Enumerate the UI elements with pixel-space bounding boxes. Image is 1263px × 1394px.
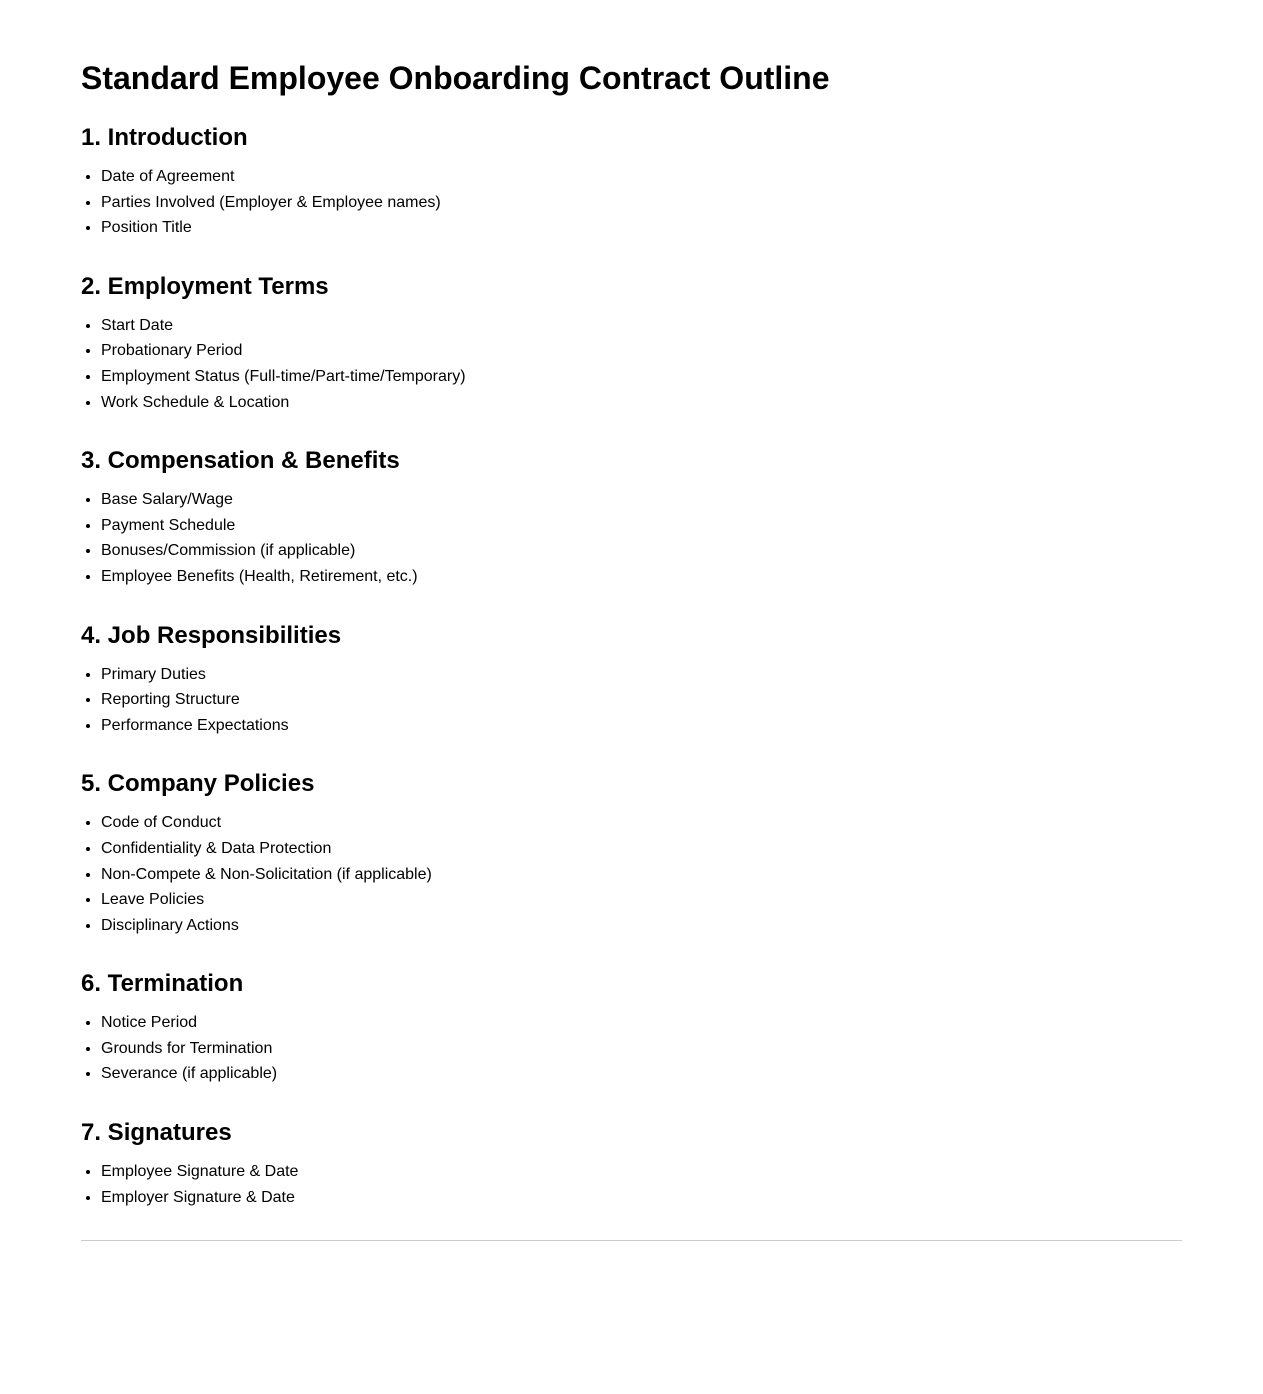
section-signatures: [81, 1117, 1182, 1210]
section-introduction: [81, 122, 1182, 241]
list-item: • Disciplinary Actions: [101, 913, 1182, 939]
list-item: • Leave Policies: [101, 887, 1182, 913]
list-item: • Date of Agreement: [101, 164, 1182, 190]
list-item: • Performance Expectations: [101, 713, 1182, 739]
list-item: • Employment Status (Full-time/Part-time/Temporary): [101, 364, 1182, 390]
bullet-list: [81, 164, 1182, 241]
list-item: • Base Salary/Wage: [101, 487, 1182, 513]
section-heading: 3. Compensation & Benefits: [81, 447, 400, 475]
list-item: • Confidentiality & Data Protection: [101, 836, 1182, 862]
section-company-policies: [81, 768, 1182, 938]
bullet-list: [81, 313, 1182, 415]
list-item: • Employee Signature & Date: [101, 1159, 1182, 1185]
section-compensation-benefits: [81, 445, 1182, 589]
section-heading: 1. Introduction: [81, 124, 248, 151]
bullet-list: [81, 487, 1182, 589]
list-item: • Position Title: [101, 215, 1182, 241]
section-heading: 4. Job Responsibilities: [81, 621, 342, 649]
list-item: • Work Schedule & Location: [101, 390, 1182, 416]
list-item: • Code of Conduct: [101, 810, 1182, 836]
section-employment-terms: [81, 271, 1182, 415]
list-item: • Primary Duties: [101, 662, 1182, 688]
list-item: • Reporting Structure: [101, 687, 1182, 713]
list-item: • Bonuses/Commission (if applicable): [101, 538, 1182, 564]
bullet-list: [81, 810, 1182, 938]
list-item: • Start Date: [101, 313, 1182, 339]
list-item: • Employer Signature & Date: [101, 1185, 1182, 1211]
list-item: • Probationary Period: [101, 338, 1182, 364]
horizontal-divider: [81, 1240, 1182, 1241]
bullet-list: [81, 1159, 1182, 1210]
page-title: Standard Employee Onboarding Contract Outline: [81, 60, 830, 96]
list-item: • Parties Involved (Employer & Employee names): [101, 190, 1182, 216]
list-item: • Payment Schedule: [101, 513, 1182, 539]
bullet-list: [81, 1010, 1182, 1087]
list-item: • Notice Period: [101, 1010, 1182, 1036]
section-heading: 5. Company Policies: [81, 770, 315, 798]
list-item: • Employee Benefits (Health, Retirement, etc.): [101, 564, 1182, 590]
bullet-list: [81, 662, 1182, 739]
section-heading: 7. Signatures: [81, 1119, 232, 1147]
section-termination: [81, 968, 1182, 1087]
section-heading: 6. Termination: [81, 970, 244, 998]
list-item: • Severance (if applicable): [101, 1061, 1182, 1087]
list-item: • Grounds for Termination: [101, 1036, 1182, 1062]
section-job-responsibilities: [81, 620, 1182, 739]
list-item: • Non-Compete & Non-Solicitation (if applicable): [101, 862, 1182, 888]
document-page: [81, 0, 1182, 1241]
section-heading: 2. Employment Terms: [81, 272, 329, 300]
